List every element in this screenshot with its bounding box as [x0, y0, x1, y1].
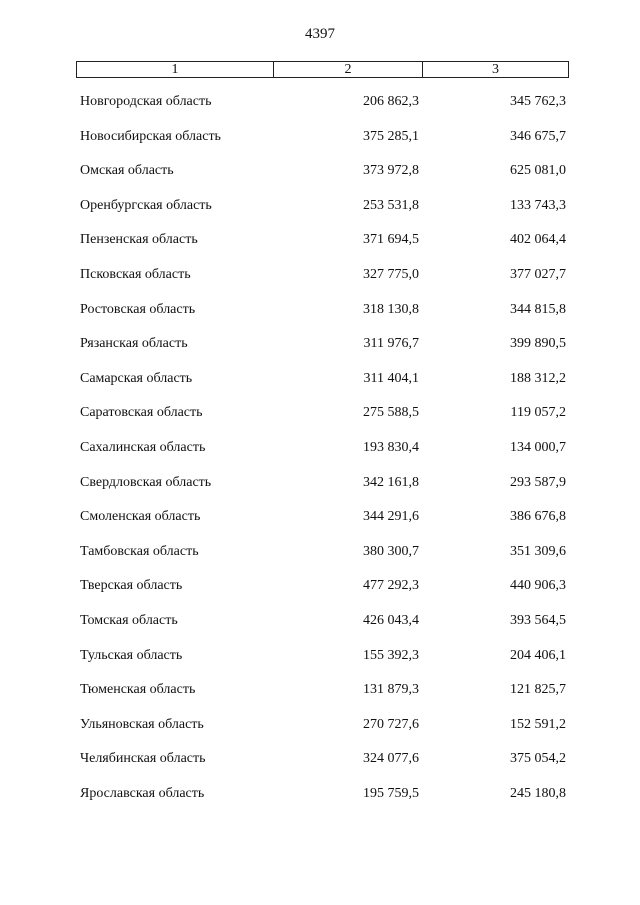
region-name: Новгородская область [80, 94, 212, 109]
value-col-2: 324 077,6 [363, 751, 419, 767]
table-row [0, 574, 640, 609]
region-name: Ростовская область [80, 301, 196, 317]
table-row [0, 505, 640, 540]
value-col-2: 195 759,5 [363, 785, 419, 801]
value-col-2: 131 879,3 [363, 682, 419, 698]
table-row [0, 678, 640, 713]
region-name: Пензенская область [80, 232, 198, 248]
table-row [0, 713, 640, 748]
table-row [0, 747, 640, 782]
region-name: Челябинская область [80, 751, 206, 767]
region-name: Оренбургская область [80, 197, 212, 213]
value-col-3: 393 564,5 [510, 612, 566, 628]
value-col-3: 121 825,7 [510, 682, 566, 698]
value-col-3: 346 675,7 [510, 128, 566, 144]
table-row [0, 471, 640, 506]
value-col-2: 275 588,5 [363, 405, 419, 421]
value-col-2: 311 976,7 [363, 336, 419, 352]
value-col-2: 342 161,8 [363, 474, 419, 490]
region-name: Псковская область [80, 266, 191, 282]
header-col-2: 2 [274, 62, 423, 77]
value-col-3: 152 591,2 [510, 716, 566, 732]
header-col-1: 1 [77, 62, 274, 77]
table-row [0, 90, 640, 125]
region-name: Сахалинская область [80, 439, 206, 455]
value-col-3: 344 815,8 [510, 301, 566, 317]
value-col-3: 386 676,8 [510, 509, 566, 525]
table-row [0, 782, 640, 817]
value-col-3: 375 054,2 [510, 751, 566, 767]
region-name: Тамбовская область [80, 543, 199, 559]
value-col-3: 345 762,3 [510, 94, 566, 109]
value-col-3: 204 406,1 [510, 647, 566, 663]
table-row [0, 263, 640, 298]
table-row [0, 367, 640, 402]
region-name: Свердловская область [80, 474, 212, 490]
region-name: Тульская область [80, 647, 183, 663]
region-name: Тверская область [80, 578, 183, 594]
region-name: Смоленская область [80, 509, 201, 525]
table-body [0, 90, 640, 816]
table-row [0, 332, 640, 367]
value-col-3: 440 906,3 [510, 578, 566, 594]
value-col-2: 373 972,8 [363, 163, 419, 179]
region-name: Ульяновская область [80, 716, 204, 732]
region-name: Тюменская область [80, 682, 196, 698]
header-col-3: 3 [492, 62, 499, 77]
value-col-3: 188 312,2 [510, 370, 566, 386]
value-col-2: 327 775,0 [363, 266, 419, 282]
value-col-3: 351 309,6 [510, 543, 566, 559]
value-col-2: 375 285,1 [363, 128, 419, 144]
value-col-2: 371 694,5 [363, 232, 419, 248]
value-col-2: 206 862,3 [363, 94, 419, 109]
region-name: Новосибирская область [80, 128, 221, 144]
page-number: 4397 [305, 26, 335, 42]
table-row [0, 159, 640, 194]
table-row [0, 609, 640, 644]
value-col-3: 293 587,9 [510, 474, 566, 490]
region-name: Томская область [80, 612, 178, 628]
table-row [0, 298, 640, 333]
value-col-2: 344 291,6 [363, 509, 419, 525]
value-col-3: 399 890,5 [510, 336, 566, 352]
value-col-2: 193 830,4 [363, 439, 419, 455]
table-row [0, 540, 640, 575]
value-col-2: 155 392,3 [363, 647, 419, 663]
value-col-2: 311 404,1 [363, 370, 419, 386]
value-col-3: 133 743,3 [510, 197, 566, 213]
value-col-2: 270 727,6 [363, 716, 419, 732]
region-name: Ярославская область [80, 785, 205, 801]
table-row [0, 194, 640, 229]
value-col-3: 402 064,4 [510, 232, 566, 248]
value-col-3: 119 057,2 [510, 405, 566, 421]
value-col-3: 134 000,7 [510, 439, 566, 455]
region-name: Рязанская область [80, 336, 188, 352]
value-col-2: 318 130,8 [363, 301, 419, 317]
table-row [0, 436, 640, 471]
table-row [0, 401, 640, 436]
value-col-2: 426 043,4 [363, 612, 419, 628]
value-col-3: 377 027,7 [510, 266, 566, 282]
table-header [76, 61, 569, 78]
value-col-2: 380 300,7 [363, 543, 419, 559]
region-name: Самарская область [80, 370, 193, 386]
value-col-3: 245 180,8 [510, 785, 566, 801]
region-name: Саратовская область [80, 405, 203, 421]
value-col-3: 625 081,0 [510, 163, 566, 179]
region-name: Омская область [80, 163, 174, 179]
value-col-2: 477 292,3 [363, 578, 419, 594]
table-row [0, 644, 640, 679]
table-row [0, 228, 640, 263]
table-row [0, 125, 640, 160]
value-col-2: 253 531,8 [363, 197, 419, 213]
